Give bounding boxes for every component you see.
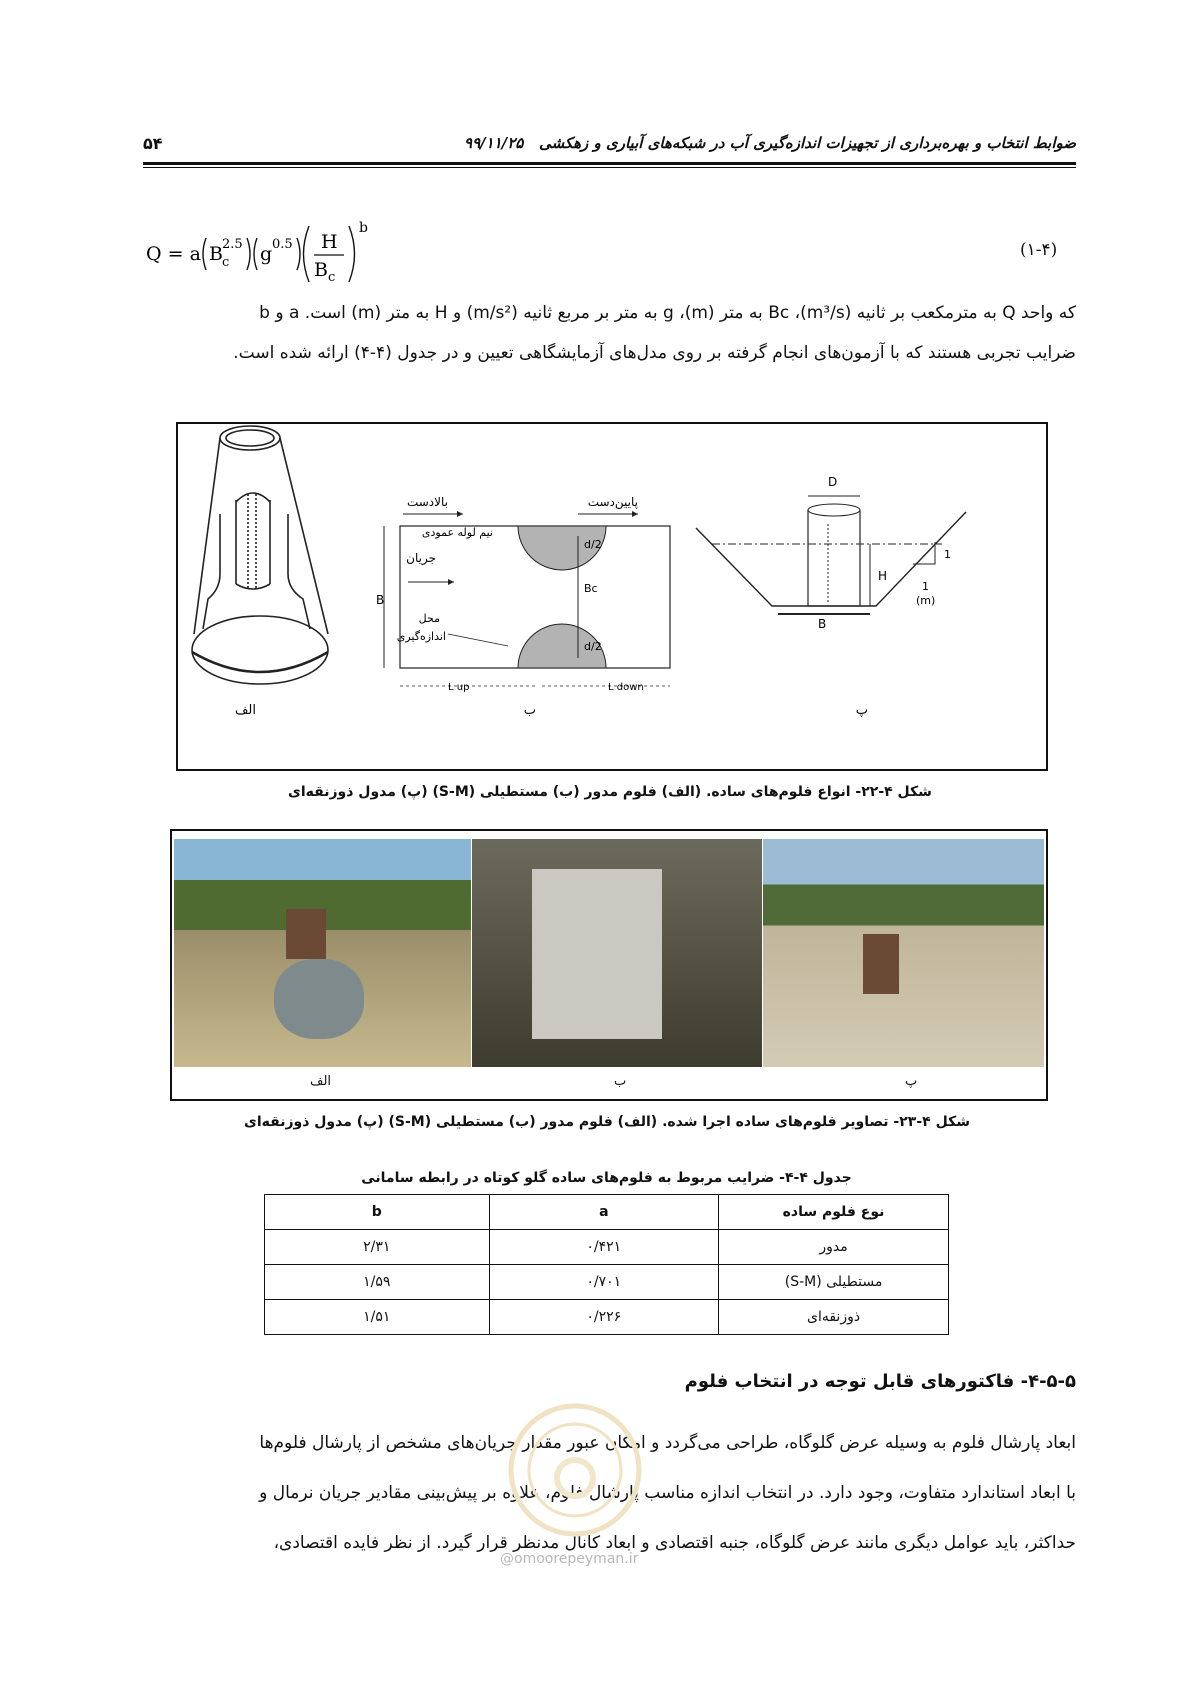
cell-b: ۱/۵۹ xyxy=(265,1265,490,1300)
figure-23-caption: شکل ۴-۲۳- تصاویر فلوم‌های ساده اجرا شده. (الف) فلوم مدور (ب) مستطیلی (S-M) (پ) مدول ذوزنقه‌ای xyxy=(244,1114,970,1130)
photo-circular-flume xyxy=(174,839,471,1067)
eq-lhs: Q = a xyxy=(146,243,201,265)
cell-type: مدور xyxy=(719,1230,949,1265)
coefficients-table xyxy=(264,1194,949,1335)
figure-23-labels xyxy=(172,1071,1046,1097)
eq-g: g xyxy=(260,243,273,265)
label-bc: Bc xyxy=(584,582,598,595)
photo-trapezoidal-flume xyxy=(763,839,1044,1067)
trapezoidal-flume-section xyxy=(696,475,966,631)
paragraph-units-line2: ضرایب تجربی هستند که با آزمون‌های انجام گرفته بر روی مدل‌های آزمایشگاهی تعیین و در جدول (۴-۴) ارائه شده است. xyxy=(233,343,1076,363)
cell-type: مستطیلی (S-M) xyxy=(719,1265,949,1300)
running-header xyxy=(143,134,1076,156)
cell-b: ۱/۵۱ xyxy=(265,1300,490,1335)
section-line1: ابعاد پارشال فلوم به وسیله عرض گلوگاه، طراحی می‌گردد و امکان عبور مقدار جریان‌های مشخص از پارشال فلوم‌ها xyxy=(259,1433,1076,1453)
label-flow: جریان xyxy=(406,551,436,565)
svg-text:B: B xyxy=(209,243,223,265)
label-D: D xyxy=(828,475,838,489)
fig23-label-p: پ xyxy=(905,1074,918,1089)
th-b: b xyxy=(265,1195,490,1230)
fig22-label-p: پ xyxy=(855,703,868,718)
fig22-label-a: الف xyxy=(234,703,256,718)
cell-b: ۲/۳۱ xyxy=(265,1230,490,1265)
equation-samani xyxy=(146,218,406,293)
fig23-label-a: الف xyxy=(310,1074,332,1089)
photo-pipe xyxy=(274,959,364,1039)
figure-22-caption: شکل ۴-۲۲- انواع فلوم‌های ساده. (الف) فلوم مدور (ب) مستطیلی (S-M) (پ) مدول ذوزنقه‌ای xyxy=(288,784,932,800)
table-row xyxy=(265,1300,949,1335)
photo-rect-channel xyxy=(532,869,662,1039)
page-number: ۵۴ xyxy=(143,134,163,153)
label-lup: L up xyxy=(448,682,470,693)
table-row xyxy=(265,1265,949,1300)
label-d2-top: d/2 xyxy=(584,538,602,551)
svg-text:c: c xyxy=(328,270,336,285)
cell-a: ۰/۷۰۱ xyxy=(489,1265,719,1300)
label-measure-1: محل xyxy=(418,612,440,625)
cell-type: ذوزنقه‌ای xyxy=(719,1300,949,1335)
section-line2: با ابعاد استاندارد متفاوت، وجود دارد. در انتخاب اندازه مناسب پارشال فلوم، علاوه بر پیش‌بینی مقادیر جریان نرمال و xyxy=(259,1483,1076,1503)
header-date: ۹۹/۱۱/۲۵ xyxy=(464,134,524,152)
label-B-bottom: B xyxy=(818,617,827,631)
photo-rectangular-flume xyxy=(472,839,762,1067)
table-header-row xyxy=(265,1195,949,1230)
eq-power: b xyxy=(359,220,368,236)
label-upstream: بالادست xyxy=(406,495,448,509)
section-heading: ۴-۵-۵- فاکتورهای قابل توجه در انتخاب فلوم xyxy=(684,1371,1076,1392)
label-half-pipe: نیم لوله عمودی xyxy=(421,526,493,539)
figure-23-frame xyxy=(170,829,1048,1101)
watermark-site: @omoorepeyman.ir xyxy=(500,1551,639,1567)
section-line3: حداکثر، باید عوامل دیگری مانند عرض گلوگاه، جنبه اقتصادی و ابعاد کانال مدنظر قرار گیرد. از نظر فایده اقتصادی، xyxy=(273,1533,1076,1553)
eq-bc: B xyxy=(314,259,328,281)
th-type: نوع فلوم ساده xyxy=(719,1195,949,1230)
equation-number: (۱-۴) xyxy=(1020,240,1058,260)
paragraph-units xyxy=(143,296,1076,370)
photo-stilling-well xyxy=(286,909,326,959)
photo-trap-stilling-well xyxy=(863,934,899,994)
circular-flume-drawing xyxy=(192,426,328,684)
header-rule-thick xyxy=(143,162,1076,165)
label-downstream: پایین‌دست xyxy=(587,495,638,509)
label-B: B xyxy=(376,593,385,607)
label-slope-1a: 1 xyxy=(944,548,951,561)
figure-22-frame xyxy=(176,422,1048,771)
header-title-text: ضوابط انتخاب و بهره‌برداری از تجهیزات اندازه‌گیری آب در شبکه‌های آبیاری و زهکشی xyxy=(538,134,1076,152)
cell-a: ۰/۴۲۱ xyxy=(489,1230,719,1265)
eq-exp05: 0.5 xyxy=(272,237,293,252)
label-m: (m) xyxy=(916,594,936,607)
watermark-seal xyxy=(505,1400,645,1540)
label-ldown: L down xyxy=(608,682,644,693)
cell-a: ۰/۲۲۶ xyxy=(489,1300,719,1335)
eq-h: H xyxy=(321,231,338,253)
table-caption: جدول ۴-۴- ضرایب مربوط به فلوم‌های ساده گلو کوتاه در رابطه سامانی xyxy=(361,1170,852,1186)
paragraph-units-line1: که واحد Q به مترمکعب بر ثانیه (m³/s)، Bc به متر (m)، g به متر بر مربع ثانیه (m/s²) و H به متر (m) است. a و b xyxy=(259,303,1076,323)
header-title xyxy=(464,134,1076,152)
fig23-label-b: ب xyxy=(614,1074,627,1089)
header-rule-thin xyxy=(143,167,1076,168)
table-row xyxy=(265,1230,949,1265)
label-d2-bottom: d/2 xyxy=(584,640,602,653)
eq-bc-sub1: c xyxy=(222,255,230,270)
fig22-label-b: ب xyxy=(523,703,536,718)
rectangular-flume-plan xyxy=(376,495,670,693)
label-measure-2: اندازه‌گیری xyxy=(396,630,446,643)
eq-exp25: 2.5 xyxy=(222,237,243,252)
label-slope-1b: 1 xyxy=(922,580,929,593)
th-a: a xyxy=(489,1195,719,1230)
label-H: H xyxy=(878,569,888,583)
